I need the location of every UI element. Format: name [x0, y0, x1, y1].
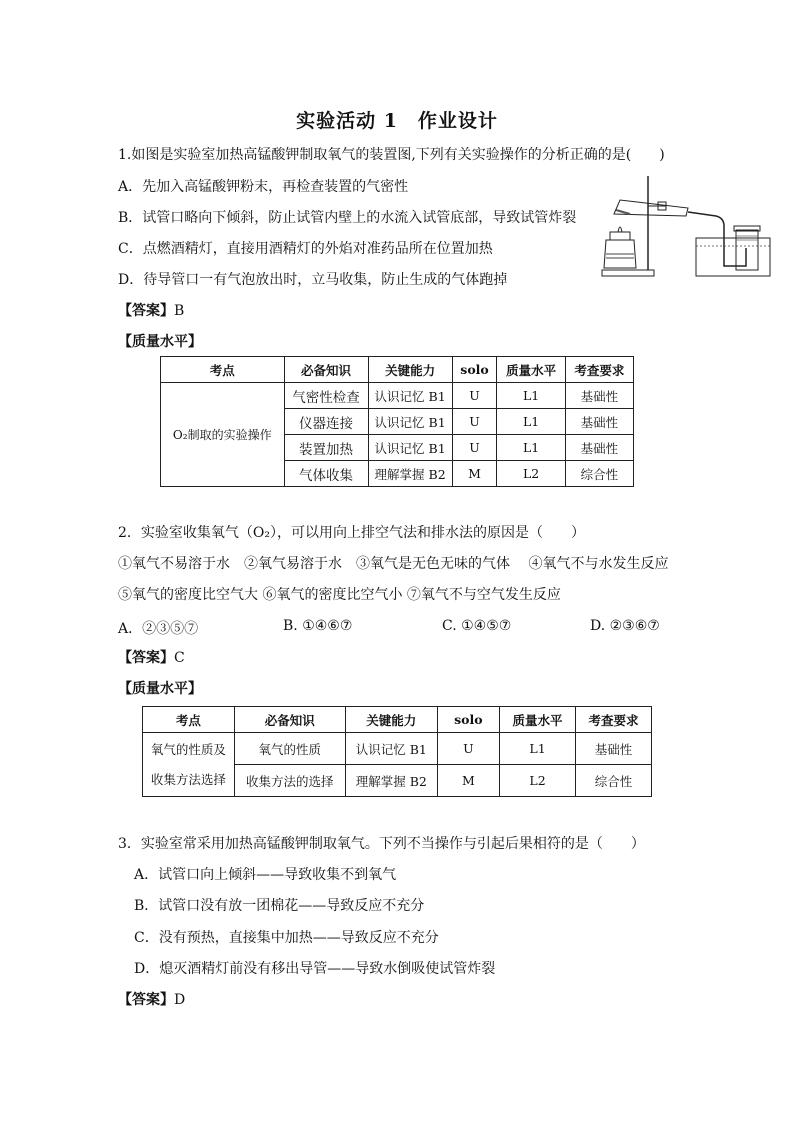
answer-value: D	[174, 992, 186, 1008]
q2-statements-line-1: ①氧气不易溶于水 ②氧气易溶于水 ③氧气是无色无味的气体 ④氧气不与水发生反应	[118, 556, 669, 572]
q2-option-a: A．②③⑤⑦	[118, 621, 199, 637]
table-cell: 收集方法的选择	[234, 765, 345, 797]
topic-cell	[143, 733, 235, 797]
table-cell: 仪器连接	[284, 409, 368, 435]
table-cell: 理解掌握 B2	[368, 461, 452, 487]
table-cell: L2	[500, 765, 576, 797]
q1-stem: 1.如图是实验室加热高锰酸钾制取氧气的装置图,下列有关实验操作的分析正确的是( )	[118, 147, 665, 163]
table-cell: 综合性	[576, 765, 652, 797]
q3-stem: 3．实验室常采用加热高锰酸钾制取氧气。下列不当操作与引起后果相符的是（ ）	[118, 836, 645, 852]
q3-answer	[118, 991, 185, 1009]
table-cell: L1	[497, 383, 565, 409]
table-cell: M	[452, 461, 497, 487]
q2-statements-line-2: ⑤氧气的密度比空气大 ⑥氧气的密度比空气小 ⑦氧气不与空气发生反应	[118, 587, 561, 603]
header-cell: 质量水平	[500, 707, 576, 733]
header-cell: solo	[437, 707, 499, 733]
table-cell: L1	[500, 733, 576, 765]
topic-line: 收集方法选择	[150, 771, 226, 787]
q3-option-d: D．熄灭酒精灯前没有移出导管——导致水倒吸使试管炸裂	[134, 961, 496, 977]
answer-label: 【答案】	[118, 992, 174, 1008]
header-cell: 必备知识	[284, 357, 368, 383]
table-cell: 综合性	[565, 461, 633, 487]
q2-stem: 2．实验室收集氧气（O₂），可以用向上排空气法和排水法的原因是（ ）	[118, 525, 585, 541]
q1-option-d: D．待导管口一有气泡放出时，立马收集，防止生成的气体跑掉	[118, 272, 508, 288]
header-cell: 关键能力	[368, 357, 452, 383]
oxygen-apparatus-figure	[596, 170, 772, 278]
q3-option-c: C．没有预热，直接集中加热——导致反应不充分	[134, 930, 439, 946]
q2-answer	[118, 649, 185, 667]
table-cell: 氧气的性质	[234, 733, 345, 765]
table-cell: 基础性	[565, 409, 633, 435]
q1-option-b: B．试管口略向下倾斜，防止试管内壁上的水流入试管底部，导致试管炸裂	[118, 210, 577, 226]
q3-option-b: B．试管口没有放一团棉花——导致反应不充分	[134, 898, 425, 914]
header-cell: 考查要求	[565, 357, 633, 383]
table-cell: 装置加热	[284, 435, 368, 461]
table-cell: U	[452, 383, 497, 409]
q1-option-c: C．点燃酒精灯，直接用酒精灯的外焰对准药品所在位置加热	[118, 241, 493, 257]
table-cell: 基础性	[565, 435, 633, 461]
answer-value: B	[174, 303, 185, 319]
table-cell: U	[452, 435, 497, 461]
header-cell: 必备知识	[234, 707, 345, 733]
q1-quality-table	[160, 356, 634, 487]
table-cell: U	[452, 409, 497, 435]
table-cell: 理解掌握 B2	[345, 765, 437, 797]
table-cell: 气密性检查	[284, 383, 368, 409]
q2-option-d: D. ②③⑥⑦	[590, 618, 660, 634]
table-cell: L2	[497, 461, 565, 487]
topic-cell: O₂制取的实验操作	[161, 383, 285, 487]
table-cell: 气体收集	[284, 461, 368, 487]
q2-option-b: B. ①④⑥⑦	[283, 618, 353, 634]
q2-quality-label: 【质量水平】	[118, 681, 202, 697]
header-cell: 考点	[143, 707, 235, 733]
table-cell: L1	[497, 435, 565, 461]
q1-option-a: A．先加入高锰酸钾粉末，再检查装置的气密性	[118, 179, 409, 195]
answer-label: 【答案】	[118, 303, 174, 319]
table-cell: 认识记忆 B1	[368, 409, 452, 435]
table-cell: 认识记忆 B1	[345, 733, 437, 765]
table-cell: L1	[497, 409, 565, 435]
page-title: 实验活动 1 作业设计	[296, 110, 498, 132]
answer-value: C	[174, 650, 185, 666]
q2-quality-table	[142, 706, 652, 797]
table-cell: 认识记忆 B1	[368, 435, 452, 461]
header-cell: solo	[452, 357, 497, 383]
topic-line: 氧气的性质及	[150, 741, 226, 757]
header-cell: 考点	[161, 357, 285, 383]
table-cell: 基础性	[576, 733, 652, 765]
q2-option-c: C. ①④⑤⑦	[442, 618, 512, 634]
table-cell: 认识记忆 B1	[368, 383, 452, 409]
q1-quality-label: 【质量水平】	[118, 334, 202, 350]
q3-option-a: A．试管口向上倾斜——导致收集不到氧气	[134, 867, 397, 883]
header-cell: 质量水平	[497, 357, 565, 383]
answer-label: 【答案】	[118, 650, 174, 666]
header-cell: 关键能力	[345, 707, 437, 733]
table-cell: M	[437, 765, 499, 797]
table-cell: 基础性	[565, 383, 633, 409]
q1-answer	[118, 302, 184, 320]
table-cell: U	[437, 733, 499, 765]
header-cell: 考查要求	[576, 707, 652, 733]
